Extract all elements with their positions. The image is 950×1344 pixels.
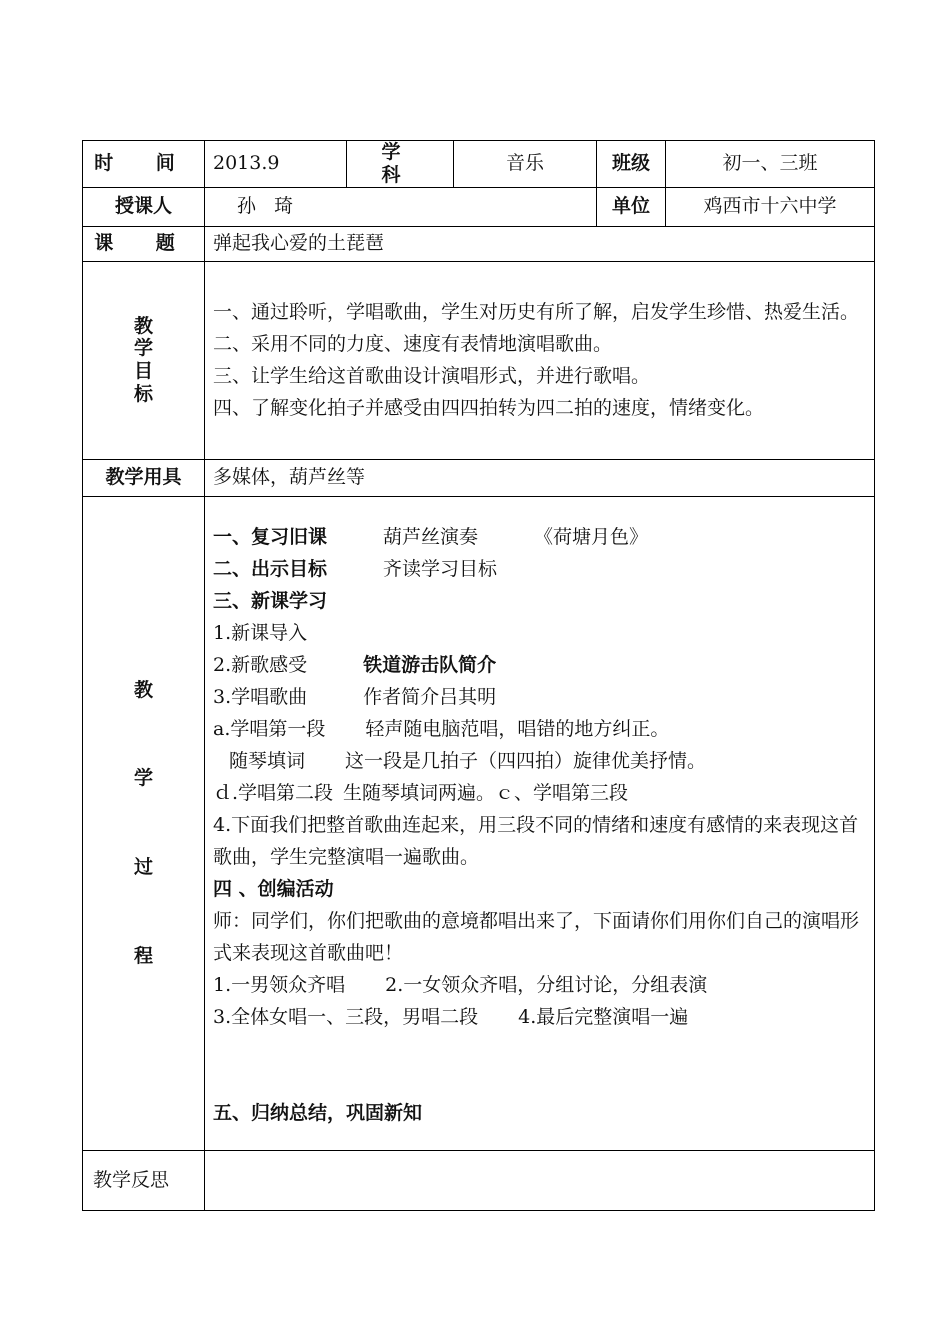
- unit-value: 鸡西市十六中学: [666, 187, 875, 226]
- step-2: 2.新歌感受 铁道游击队简介: [213, 653, 497, 676]
- topic-label: 课 题: [83, 226, 205, 261]
- form-line-2: 3.全体女唱一、三段，男唱二段 4.最后完整演唱一遍: [213, 1005, 689, 1028]
- goal-line: 二、采用不同的力度、速度有表情地演唱歌曲。: [213, 333, 613, 356]
- step-d: ｄ.学唱第二段 生随琴填词两遍。ｃ、学唱第三段: [213, 781, 629, 804]
- subject-label: 学 科: [347, 141, 454, 188]
- time-label: 时 间: [83, 141, 205, 188]
- teacher-say: 师：同学们，你们把歌曲的意境都唱出来了，下面请你们用你们自己的演唱形式来表现这首歌曲吧！: [213, 909, 860, 964]
- row-tools: [83, 459, 875, 496]
- spacer: [213, 1033, 866, 1097]
- row-process: [83, 496, 875, 1150]
- goal-show-line: 二、出示目标 齐读学习目标: [213, 557, 498, 580]
- goals-content: [205, 261, 875, 459]
- reflection-label: 教学反思: [83, 1150, 205, 1210]
- row-teacher: [83, 187, 875, 226]
- row-topic: [83, 226, 875, 261]
- summary-title: 五、归纳总结，巩固新知: [213, 1101, 423, 1124]
- class-value: 初一、三班: [666, 141, 875, 188]
- process-label: 教 学 过 程: [83, 496, 205, 1150]
- lesson-plan-table: [82, 140, 875, 1211]
- tools-label: 教学用具: [83, 459, 205, 496]
- unit-label: 单位: [597, 187, 666, 226]
- goal-line: 三、让学生给这首歌曲设计演唱形式，并进行歌唱。: [213, 365, 651, 388]
- step-qin: 随琴填词 这一段是几拍子（四四拍）旋律优美抒情。: [229, 749, 707, 772]
- goal-line: 四、了解变化拍子并感受由四四拍转为四二拍的速度，情绪变化。: [213, 397, 765, 420]
- row-reflection: [83, 1150, 875, 1210]
- teacher-label: 授课人: [83, 187, 205, 226]
- step-3: 3.学唱歌曲 作者简介吕其明: [213, 685, 497, 708]
- row-time: [83, 141, 875, 188]
- row-goals: [83, 261, 875, 459]
- step-a: a.学唱第一段 轻声随电脑范唱，唱错的地方纠正。: [213, 717, 670, 740]
- step-1: 1.新课导入: [213, 621, 308, 644]
- time-value: 2013.9: [205, 141, 347, 188]
- form-line-1: 1.一男领众齐唱 2.一女领众齐唱，分组讨论，分组表演: [213, 973, 708, 996]
- goals-label: 教 学 目 标: [83, 261, 205, 459]
- topic-value: 弹起我心爱的土琵琶: [205, 226, 875, 261]
- process-content: [205, 496, 875, 1150]
- class-label: 班级: [597, 141, 666, 188]
- create-title: 四 、创编活动: [213, 877, 334, 900]
- tools-value: 多媒体，葫芦丝等: [205, 459, 875, 496]
- teacher-value: 孙 琦: [205, 187, 597, 226]
- new-lesson-title: 三、新课学习: [213, 589, 328, 612]
- reflection-value: [205, 1150, 875, 1210]
- review-line: 一、复习旧课 葫芦丝演奏 《荷塘月色》: [213, 525, 649, 548]
- subject-value: 音乐: [454, 141, 597, 188]
- goal-line: 一、通过聆听，学唱歌曲，学生对历史有所了解，启发学生珍惜、热爱生活。: [213, 301, 860, 324]
- step-4: 4.下面我们把整首歌曲连起来，用三段不同的情绪和速度有感情的来表现这首歌曲，学生完整演唱一遍歌曲。: [213, 813, 859, 868]
